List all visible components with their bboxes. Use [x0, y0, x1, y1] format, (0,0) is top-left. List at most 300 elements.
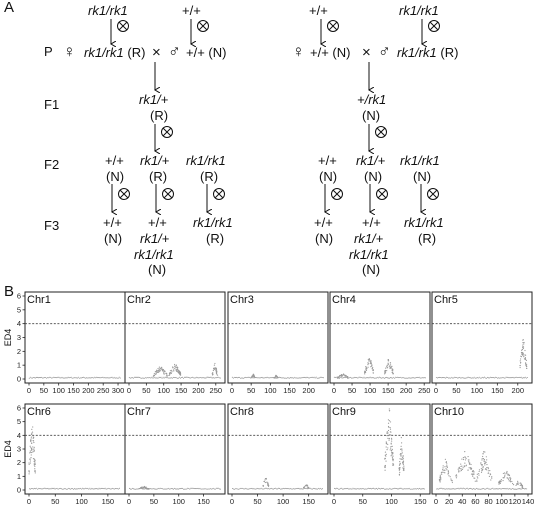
data-point: [453, 377, 454, 378]
x-tick-label: 0: [433, 497, 439, 506]
panel-a-label: A: [4, 0, 15, 16]
peak-points: [439, 459, 453, 483]
data-point: [173, 369, 174, 370]
data-point: [408, 488, 409, 489]
data-point: [380, 488, 381, 489]
data-point: [522, 342, 523, 343]
data-point: [269, 489, 270, 490]
data-point: [482, 467, 483, 468]
data-point: [363, 488, 364, 489]
data-point: [145, 486, 146, 487]
data-point: [413, 488, 414, 489]
data-point: [486, 464, 487, 465]
right-f2-geno-2: rk1/+: [356, 153, 386, 168]
data-point: [450, 478, 451, 479]
data-point: [388, 419, 389, 420]
data-point: [198, 377, 199, 378]
data-point: [272, 488, 273, 489]
peak-points: [515, 481, 523, 488]
data-point: [456, 477, 457, 478]
data-point: [151, 377, 152, 378]
data-point: [244, 377, 245, 378]
data-point: [212, 488, 213, 489]
data-point: [367, 377, 368, 378]
data-point: [181, 488, 182, 489]
data-point: [281, 377, 282, 378]
data-point: [526, 368, 527, 369]
data-point: [104, 488, 105, 489]
data-point: [345, 377, 346, 378]
female-symbol: ♀: [63, 42, 76, 61]
data-point: [34, 450, 35, 451]
data-point: [206, 377, 207, 378]
data-point: [165, 489, 166, 490]
data-point: [489, 377, 490, 378]
data-point: [416, 489, 417, 490]
data-point: [78, 377, 79, 378]
data-point: [453, 488, 454, 489]
data-point: [111, 377, 112, 378]
chromosome-plot-chr6: [3, 404, 125, 507]
data-point: [464, 465, 465, 466]
data-point: [74, 488, 75, 489]
data-point: [187, 377, 188, 378]
data-point: [295, 377, 296, 378]
data-point: [66, 489, 67, 490]
data-point: [314, 377, 315, 378]
data-point: [161, 367, 162, 368]
data-point: [174, 366, 175, 367]
x-tick-label: 300: [111, 386, 125, 395]
data-point: [155, 489, 156, 490]
right-f1-genotype: +/rk1: [357, 92, 387, 107]
data-point: [306, 488, 307, 489]
data-point: [164, 378, 165, 379]
chromosome-name: Chr7: [127, 406, 151, 418]
data-point: [508, 474, 509, 475]
data-point: [478, 489, 479, 490]
x-tick-label: 0: [26, 386, 32, 395]
data-point: [217, 377, 218, 378]
data-point: [179, 373, 180, 374]
data-point: [108, 377, 109, 378]
data-point: [492, 488, 493, 489]
data-point: [511, 481, 512, 482]
data-point: [349, 488, 350, 489]
data-point: [388, 360, 389, 361]
data-point: [238, 377, 239, 378]
data-point: [72, 488, 73, 489]
data-point: [98, 377, 99, 378]
data-point: [450, 378, 451, 379]
data-point: [368, 377, 369, 378]
data-point: [389, 434, 390, 435]
data-point: [473, 378, 474, 379]
data-point: [401, 437, 402, 438]
data-point: [352, 488, 353, 489]
data-point: [386, 441, 387, 442]
x-tick-label: 0: [331, 497, 337, 506]
data-point: [463, 488, 464, 489]
data-point: [131, 489, 132, 490]
data-point: [169, 373, 170, 374]
data-point: [399, 468, 400, 469]
x-tick-label: 50: [51, 497, 60, 506]
data-point: [523, 488, 524, 489]
data-point: [235, 488, 236, 489]
data-point: [88, 489, 89, 490]
data-point: [141, 487, 142, 488]
data-point: [54, 488, 55, 489]
x-tick-label: 100: [276, 497, 290, 506]
data-point: [251, 488, 252, 489]
data-point: [416, 377, 417, 378]
data-point: [301, 488, 302, 489]
left-f2-pheno-1: (N): [106, 169, 125, 184]
data-point: [446, 469, 447, 470]
y-tick-label: 3: [16, 444, 21, 454]
data-point: [448, 472, 449, 473]
data-point: [31, 436, 32, 437]
x-tick-label: 150: [381, 386, 395, 395]
data-point: [219, 377, 220, 378]
x-tick-label: 200: [511, 386, 525, 395]
data-point: [465, 489, 466, 490]
data-point: [492, 377, 493, 378]
data-point: [482, 377, 483, 378]
data-point: [364, 373, 365, 374]
data-point: [525, 355, 526, 356]
data-point: [391, 455, 392, 456]
data-point: [263, 486, 264, 487]
data-point: [472, 476, 473, 477]
x-tick-label: 150: [197, 497, 210, 506]
data-point: [154, 375, 155, 376]
data-point: [474, 478, 475, 479]
data-point: [117, 378, 118, 379]
data-point: [68, 377, 69, 378]
data-point: [170, 488, 171, 489]
data-point: [378, 488, 379, 489]
data-point: [475, 481, 476, 482]
data-point: [134, 377, 135, 378]
data-point: [452, 378, 453, 379]
data-point: [463, 467, 464, 468]
data-point: [459, 377, 460, 378]
left-f2-geno-3: rk1/rk1: [186, 153, 226, 168]
data-point: [33, 488, 34, 489]
data-point: [191, 488, 192, 489]
data-point: [458, 471, 459, 472]
data-point: [525, 359, 526, 360]
data-point: [421, 488, 422, 489]
data-point: [30, 460, 31, 461]
data-point: [420, 378, 421, 379]
data-point: [206, 488, 207, 489]
data-point: [45, 488, 46, 489]
data-point: [178, 489, 179, 490]
data-point: [392, 378, 393, 379]
data-point: [202, 488, 203, 489]
data-point: [519, 483, 520, 484]
data-point: [509, 377, 510, 378]
data-point: [417, 488, 418, 489]
data-point: [159, 369, 160, 370]
data-point: [263, 489, 264, 490]
data-point: [484, 459, 485, 460]
data-point: [337, 488, 338, 489]
data-point: [69, 377, 70, 378]
right-p-female: +/+ (N): [310, 45, 351, 60]
data-point: [475, 378, 476, 379]
data-point: [265, 488, 266, 489]
data-point: [335, 488, 336, 489]
data-point: [280, 489, 281, 490]
data-point: [504, 488, 505, 489]
data-point: [182, 377, 183, 378]
data-point: [245, 488, 246, 489]
data-point: [369, 377, 370, 378]
data-point: [399, 472, 400, 473]
data-point: [525, 377, 526, 378]
data-point: [510, 488, 511, 489]
data-point: [440, 377, 441, 378]
data-point: [185, 489, 186, 490]
data-point: [464, 456, 465, 457]
data-point: [210, 377, 211, 378]
data-point: [473, 488, 474, 489]
data-point: [70, 377, 71, 378]
data-point: [401, 488, 402, 489]
data-point: [472, 377, 473, 378]
data-point: [496, 377, 497, 378]
data-point: [501, 479, 502, 480]
right-f3-geno-1: +/+: [314, 215, 333, 230]
data-point: [367, 364, 368, 365]
data-point: [274, 377, 275, 378]
data-point: [102, 377, 103, 378]
data-point: [451, 480, 452, 481]
data-point: [484, 489, 485, 490]
data-point: [384, 467, 385, 468]
chromosome-plot-chr9: [330, 404, 430, 506]
data-point: [391, 489, 392, 490]
data-point: [353, 377, 354, 378]
data-point: [476, 488, 477, 489]
data-point: [294, 489, 295, 490]
data-point: [160, 488, 161, 489]
data-point: [313, 377, 314, 378]
data-point: [385, 465, 386, 466]
data-point: [392, 464, 393, 465]
data-point: [467, 456, 468, 457]
data-point: [371, 488, 372, 489]
data-point: [303, 487, 304, 488]
data-point: [196, 488, 197, 489]
data-point: [57, 488, 58, 489]
data-point: [391, 454, 392, 455]
data-point: [198, 488, 199, 489]
data-point: [136, 489, 137, 490]
data-point: [257, 377, 258, 378]
data-point: [456, 377, 457, 378]
data-point: [307, 487, 308, 488]
data-point: [396, 377, 397, 378]
data-point: [156, 371, 157, 372]
left-top-male-genotype: +/+: [182, 3, 201, 18]
data-point: [264, 377, 265, 378]
data-point: [261, 488, 262, 489]
data-point: [80, 488, 81, 489]
data-point: [401, 449, 402, 450]
data-point: [348, 378, 349, 379]
data-point: [470, 467, 471, 468]
x-tick-label: 100: [157, 386, 170, 395]
x-tick-label: 150: [283, 386, 296, 395]
data-point: [34, 459, 35, 460]
data-point: [488, 473, 489, 474]
data-point: [267, 483, 268, 484]
data-point: [468, 377, 469, 378]
data-point: [38, 377, 39, 378]
data-point: [489, 476, 490, 477]
data-point: [238, 489, 239, 490]
data-point: [466, 488, 467, 489]
data-point: [465, 459, 466, 460]
data-point: [30, 462, 31, 463]
data-point: [437, 377, 438, 378]
data-point: [215, 377, 216, 378]
data-point: [29, 452, 30, 453]
data-point: [418, 488, 419, 489]
data-point: [176, 488, 177, 489]
data-point: [481, 472, 482, 473]
data-point: [526, 378, 527, 379]
data-point: [190, 377, 191, 378]
data-point: [275, 488, 276, 489]
data-point: [109, 488, 110, 489]
data-point: [243, 378, 244, 379]
data-point: [274, 488, 275, 489]
baseline-points: [334, 488, 425, 490]
data-point: [169, 489, 170, 490]
data-point: [156, 377, 157, 378]
data-point: [467, 488, 468, 489]
data-point: [403, 464, 404, 465]
data-point: [183, 378, 184, 379]
data-point: [187, 488, 188, 489]
data-point: [153, 488, 154, 489]
data-point: [415, 488, 416, 489]
data-point: [388, 359, 389, 360]
data-point: [145, 487, 146, 488]
data-point: [32, 446, 33, 447]
data-point: [180, 378, 181, 379]
data-point: [346, 375, 347, 376]
data-point: [414, 488, 415, 489]
data-point: [417, 377, 418, 378]
data-point: [522, 347, 523, 348]
data-point: [444, 470, 445, 471]
data-point: [361, 488, 362, 489]
data-point: [236, 488, 237, 489]
data-point: [439, 377, 440, 378]
left-f2-pheno-3: (R): [200, 169, 219, 184]
data-point: [503, 377, 504, 378]
data-point: [419, 488, 420, 489]
data-point: [74, 377, 75, 378]
data-point: [247, 377, 248, 378]
data-point: [150, 488, 151, 489]
data-point: [376, 488, 377, 489]
data-point: [216, 373, 217, 374]
data-point: [444, 488, 445, 489]
chromosome-name: Chr3: [230, 294, 254, 306]
data-point: [401, 455, 402, 456]
data-point: [34, 447, 35, 448]
x-tick-label: 50: [253, 497, 262, 506]
data-point: [101, 488, 102, 489]
left-top-female-genotype: rk1/rk1: [88, 3, 128, 18]
data-point: [30, 452, 31, 453]
data-point: [384, 470, 385, 471]
data-point: [207, 489, 208, 490]
data-point: [283, 488, 284, 489]
data-point: [523, 343, 524, 344]
data-point: [471, 473, 472, 474]
data-point: [305, 488, 306, 489]
data-point: [461, 470, 462, 471]
data-point: [349, 377, 350, 378]
data-point: [46, 488, 47, 489]
data-point: [245, 377, 246, 378]
data-point: [70, 489, 71, 490]
data-point: [265, 377, 266, 378]
data-point: [392, 371, 393, 372]
data-point: [493, 377, 494, 378]
data-point: [294, 377, 295, 378]
data-point: [347, 488, 348, 489]
data-point: [410, 489, 411, 490]
data-point: [520, 488, 521, 489]
data-point: [92, 488, 93, 489]
data-point: [171, 371, 172, 372]
data-point: [334, 377, 335, 378]
left-f2-pheno-2: (R): [149, 169, 168, 184]
data-point: [299, 377, 300, 378]
data-point: [156, 489, 157, 490]
data-point: [307, 485, 308, 486]
data-point: [447, 489, 448, 490]
data-point: [212, 378, 213, 379]
data-point: [440, 478, 441, 479]
data-point: [107, 488, 108, 489]
data-point: [31, 377, 32, 378]
data-point: [208, 488, 209, 489]
data-point: [391, 443, 392, 444]
data-point: [205, 488, 206, 489]
data-point: [30, 489, 31, 490]
data-point: [392, 369, 393, 370]
data-point: [182, 488, 183, 489]
right-f2-geno-1: +/+: [318, 153, 337, 168]
data-point: [147, 377, 148, 378]
data-point: [103, 488, 104, 489]
data-point: [276, 488, 277, 489]
data-point: [446, 462, 447, 463]
x-tick-label: 0: [126, 497, 132, 506]
data-point: [358, 377, 359, 378]
